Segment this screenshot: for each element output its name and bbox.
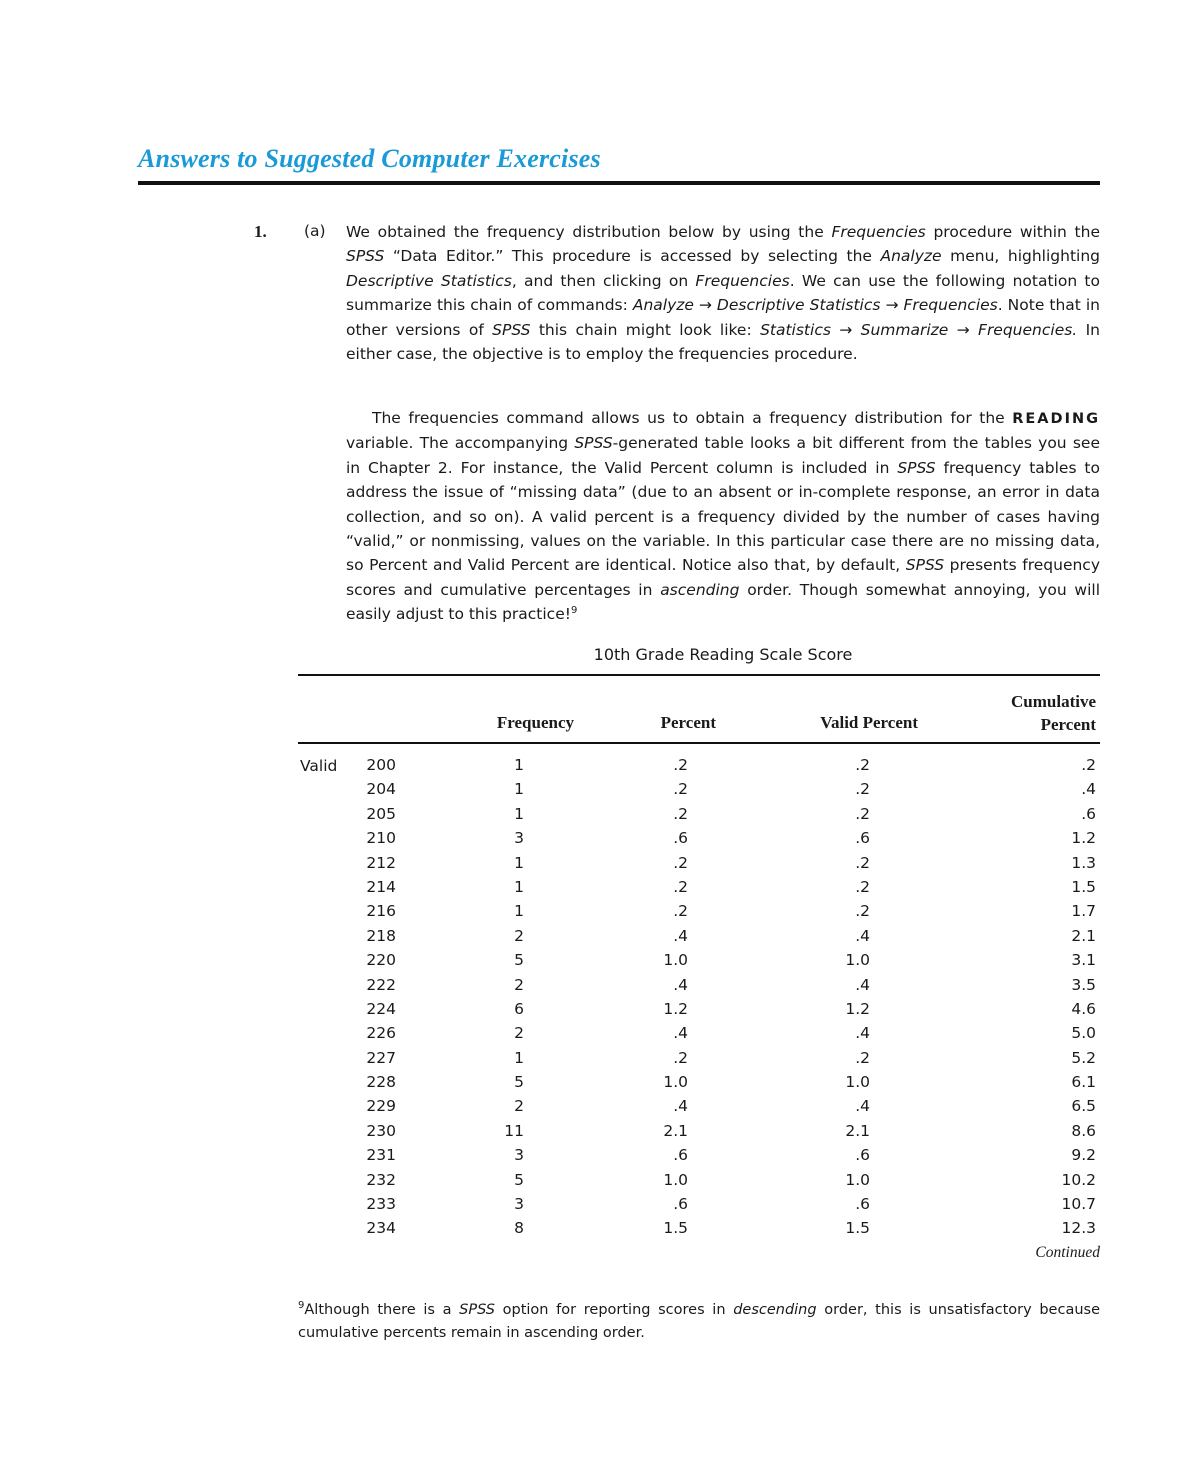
cell-valid-percent: .6	[855, 829, 870, 848]
table-row	[298, 878, 1100, 902]
cell-frequency: 3	[514, 829, 524, 848]
cell-frequency: 3	[514, 1146, 524, 1165]
table-row	[298, 1171, 1100, 1195]
cell-valid-percent: 1.2	[845, 999, 870, 1018]
cell-percent: .2	[673, 756, 688, 774]
table-row	[298, 1049, 1100, 1073]
exercise-part: (a)	[304, 222, 326, 240]
cell-percent: .4	[673, 1097, 688, 1116]
cell-cumulative-percent: .4	[1081, 780, 1096, 799]
cell-score: 216	[366, 902, 396, 921]
cell-valid-percent: .2	[855, 902, 870, 921]
cell-score: 200	[366, 756, 396, 774]
cell-percent: .2	[673, 877, 688, 896]
continued-label: Continued	[1035, 1244, 1100, 1261]
table-row	[298, 1000, 1100, 1024]
cell-cumulative-percent: 10.2	[1061, 1170, 1096, 1189]
cell-cumulative-percent: 5.0	[1071, 1024, 1096, 1043]
table-top-rule	[298, 674, 1100, 676]
cell-cumulative-percent: 9.2	[1071, 1146, 1096, 1165]
cell-score: 214	[366, 877, 396, 896]
cell-cumulative-percent: 1.5	[1071, 877, 1096, 896]
table-row	[298, 1146, 1100, 1170]
cell-score: 226	[366, 1024, 396, 1043]
table-row	[298, 1097, 1100, 1121]
cell-frequency: 2	[514, 975, 524, 994]
footnote: $^9$Although there is a SPSS option for reporting scores in descending order, this is unsatisfactory because cumulative percents remain in ascending order.	[298, 1300, 1100, 1341]
cell-frequency: 2	[514, 1097, 524, 1116]
cell-frequency: 3	[514, 1195, 524, 1214]
table-row	[298, 951, 1100, 975]
cell-percent: 1.0	[663, 1073, 688, 1092]
table-row	[298, 780, 1100, 804]
cell-score: 220	[366, 951, 396, 970]
cell-cumulative-percent: 12.3	[1061, 1219, 1096, 1238]
cell-percent: .4	[673, 975, 688, 994]
cell-percent: 1.2	[663, 999, 688, 1018]
cell-score: 231	[366, 1146, 396, 1165]
cell-score: 229	[366, 1097, 396, 1116]
table-title: 10th Grade Reading Scale Score	[593, 645, 853, 664]
cell-score: 234	[366, 1219, 396, 1238]
table-row	[298, 805, 1100, 829]
cell-frequency: 1	[514, 902, 524, 921]
cell-score: 233	[366, 1195, 396, 1214]
table-row	[298, 902, 1100, 926]
cell-frequency: 1	[514, 853, 524, 872]
exercise-number: 1.	[254, 222, 267, 241]
cell-percent: .2	[673, 853, 688, 872]
cell-valid-percent: .2	[855, 756, 870, 774]
cell-valid-percent: .2	[855, 780, 870, 799]
cell-valid-percent: .6	[855, 1195, 870, 1214]
cell-score: 212	[366, 853, 396, 872]
cell-valid-percent: .2	[855, 804, 870, 823]
table-row	[298, 1073, 1100, 1097]
cell-percent: 1.0	[663, 951, 688, 970]
cell-percent: .2	[673, 1048, 688, 1067]
header-valid-percent: Valid Percent	[820, 713, 918, 732]
cell-frequency: 5	[514, 1073, 524, 1092]
cell-valid-percent: 1.0	[845, 1170, 870, 1189]
cell-frequency: 2	[514, 1024, 524, 1043]
cell-score: 204	[366, 780, 396, 799]
footnote-reference: 9	[570, 605, 578, 617]
cell-percent: 1.0	[663, 1170, 688, 1189]
cell-frequency: 5	[514, 951, 524, 970]
header-percent: Percent	[660, 713, 716, 732]
cell-valid-percent: .4	[855, 975, 870, 994]
cell-valid-percent: .4	[855, 1024, 870, 1043]
cell-percent: .6	[673, 829, 688, 848]
answer-paragraph-1: We obtained the frequency distribution below by using the Frequencies procedure within the SPSS “Data Editor.” This procedure is accessed by selecting the Analyze menu, highlighting Descriptive Statistics, and then clicking on Frequencies. We can use the following notation to summarize this chain of commands: Analyze → Descriptive Statistics → Frequencies. Note that in other versions of SPSS this chain might look like: Statistics → Summarize → Frequencies. In either case, the objective is to employ the frequencies procedure.	[346, 223, 1101, 364]
cell-cumulative-percent: 1.3	[1071, 853, 1096, 872]
cell-score: 205	[366, 804, 396, 823]
cell-valid-percent: .2	[855, 853, 870, 872]
cell-score: 232	[366, 1170, 396, 1189]
cell-percent: 1.5	[663, 1219, 688, 1238]
cell-frequency: 1	[514, 1048, 524, 1067]
table-row	[298, 1122, 1100, 1146]
cell-percent: .6	[673, 1146, 688, 1165]
cell-cumulative-percent: .2	[1081, 756, 1096, 774]
cell-cumulative-percent: 1.2	[1071, 829, 1096, 848]
cell-frequency: 8	[514, 1219, 524, 1238]
cell-frequency: 1	[514, 780, 524, 799]
cell-score: 230	[366, 1121, 396, 1140]
table-row	[298, 756, 1100, 780]
cell-percent: .2	[673, 780, 688, 799]
cell-cumulative-percent: 5.2	[1071, 1048, 1096, 1067]
cell-percent: .4	[673, 926, 688, 945]
cell-score: 210	[366, 829, 396, 848]
cell-valid-percent: 1.5	[845, 1219, 870, 1238]
table-row	[298, 927, 1100, 951]
cell-percent: 2.1	[663, 1121, 688, 1140]
cell-frequency: 1	[514, 756, 524, 774]
cell-cumulative-percent: 8.6	[1071, 1121, 1096, 1140]
cell-valid-percent: 2.1	[845, 1121, 870, 1140]
table-row	[298, 829, 1100, 853]
cell-score: 222	[366, 975, 396, 994]
header-frequency: Frequency	[496, 713, 574, 732]
cell-valid-percent: .6	[855, 1146, 870, 1165]
cell-cumulative-percent: 2.1	[1071, 926, 1096, 945]
cell-cumulative-percent: .6	[1081, 804, 1096, 823]
cell-frequency: 11	[504, 1121, 524, 1140]
answer-paragraph-2: The frequencies command allows us to obtain a frequency distribution for the READING variable. The accompanying SPSS-generated table looks a bit different from the tables you see in Chapter 2. For instance, the Valid Percent column is included in SPSS frequency tables to address the issue of “missing data” (due to an absent or in-complete response, an error in data collection, and so on). A valid percent is a frequency divided by the number of cases having “valid,” or nonmissing, values on the variable. In this particular case there are no missing data, so Percent and Valid Percent are identical. Notice also that, by default, SPSS presents frequency scores and cumulative percentages in ascending order. Though somewhat annoying, you will easily adjust to this practice!$^9$	[346, 409, 1101, 624]
table-row	[298, 1024, 1100, 1048]
cell-percent: .4	[673, 1024, 688, 1043]
cell-score: 227	[366, 1048, 396, 1067]
cell-percent: .2	[673, 902, 688, 921]
cell-cumulative-percent: 4.6	[1071, 999, 1096, 1018]
cell-cumulative-percent: 10.7	[1061, 1195, 1096, 1214]
cell-score: 224	[366, 999, 396, 1018]
cell-valid-percent: .4	[855, 1097, 870, 1116]
cell-valid-percent: 1.0	[845, 951, 870, 970]
cell-frequency: 2	[514, 926, 524, 945]
cell-frequency: 6	[514, 999, 524, 1018]
table-header-rule	[298, 742, 1100, 744]
header-cumulative-percent: Cumulative Percent	[1011, 692, 1096, 734]
cell-percent: .6	[673, 1195, 688, 1214]
cell-cumulative-percent: 6.5	[1071, 1097, 1096, 1116]
cell-percent: .2	[673, 804, 688, 823]
cell-frequency: 5	[514, 1170, 524, 1189]
cell-valid-percent: .4	[855, 926, 870, 945]
cell-cumulative-percent: 6.1	[1071, 1073, 1096, 1092]
cell-valid-percent: 1.0	[845, 1073, 870, 1092]
cell-cumulative-percent: 3.5	[1071, 975, 1096, 994]
cell-frequency: 1	[514, 804, 524, 823]
table-row	[298, 854, 1100, 878]
cell-score: 218	[366, 926, 396, 945]
cell-cumulative-percent: 3.1	[1071, 951, 1096, 970]
cell-score: 228	[366, 1073, 396, 1092]
cell-cumulative-percent: 1.7	[1071, 902, 1096, 921]
table-body	[298, 756, 1100, 1244]
table-row	[298, 1195, 1100, 1219]
cell-frequency: 1	[514, 877, 524, 896]
valid-row-label: Valid	[300, 757, 338, 775]
table-row	[298, 1219, 1100, 1243]
cell-valid-percent: .2	[855, 877, 870, 896]
table-row	[298, 976, 1100, 1000]
section-heading: Answers to Suggested Computer Exercises	[138, 144, 601, 173]
heading-rule	[138, 181, 1100, 185]
cell-valid-percent: .2	[855, 1048, 870, 1067]
